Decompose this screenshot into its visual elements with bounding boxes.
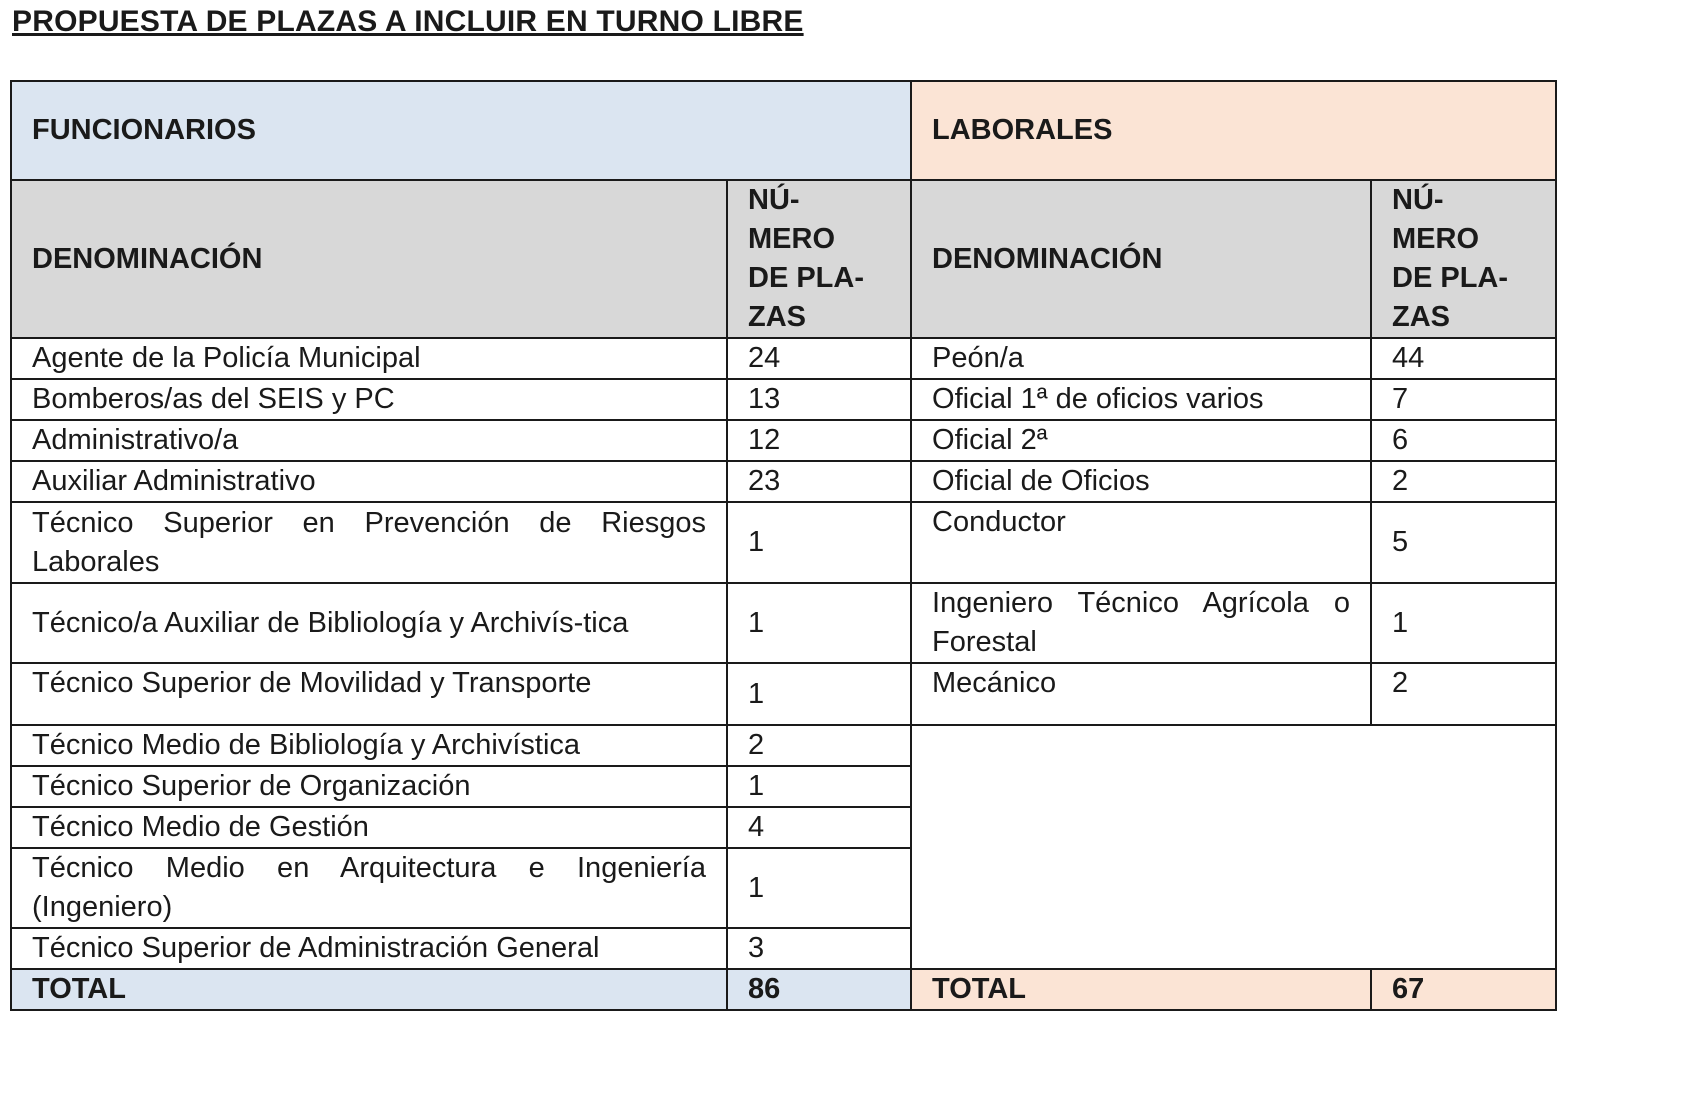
header-line: NÚ- <box>1392 184 1444 216</box>
laboral-denominacion: Oficial 2ª <box>911 420 1371 461</box>
laborales-denominacion-header: DENOMINACIÓN <box>911 180 1371 338</box>
funcionario-denominacion: Técnico Medio de Gestión <box>11 807 727 848</box>
funcionario-denominacion: Técnico Superior de Organización <box>11 766 727 807</box>
table-row <box>11 379 1556 420</box>
table-row <box>11 338 1556 379</box>
document-title: PROPUESTA DE PLAZAS A INCLUIR EN TURNO LIBRE <box>12 5 804 38</box>
funcionario-numero: 13 <box>727 379 911 420</box>
laboral-denominacion: Ingeniero Técnico Agrícola o Forestal <box>911 583 1371 663</box>
funcionarios-heading: FUNCIONARIOS <box>11 81 911 180</box>
funcionario-denominacion: Técnico Superior de Movilidad y Transporte <box>11 663 727 725</box>
funcionario-numero: 1 <box>727 663 911 725</box>
plazas-table <box>10 80 1557 1011</box>
funcionario-numero: 12 <box>727 420 911 461</box>
funcionario-numero: 1 <box>727 583 911 663</box>
laboral-numero: 1 <box>1371 583 1556 663</box>
funcionario-numero: 1 <box>727 766 911 807</box>
header-line: DE PLA- <box>748 262 864 294</box>
header-line: DE PLA- <box>1392 262 1509 294</box>
funcionarios-numero-header <box>727 180 911 338</box>
laboral-numero: 7 <box>1371 379 1556 420</box>
funcionarios-total-value: 86 <box>727 969 911 1010</box>
funcionario-denominacion: Técnico Superior de Administración General <box>11 928 727 969</box>
laboral-numero: 5 <box>1371 502 1556 583</box>
laboral-numero: 2 <box>1371 663 1556 725</box>
header-line: MERO <box>748 223 835 255</box>
laboral-denominacion: Conductor <box>911 502 1371 583</box>
laborales-heading: LABORALES <box>911 81 1556 180</box>
laborales-empty-area <box>911 725 1556 969</box>
header-line: ZAS <box>748 301 806 333</box>
funcionario-numero: 1 <box>727 848 911 928</box>
funcionario-denominacion: Bomberos/as del SEIS y PC <box>11 379 727 420</box>
table-row <box>11 725 1556 766</box>
table-row <box>11 583 1556 663</box>
header-line: MERO <box>1392 223 1480 255</box>
funcionarios-total-label: TOTAL <box>11 969 727 1010</box>
header-line: ZAS <box>1392 301 1451 333</box>
funcionario-denominacion: Administrativo/a <box>11 420 727 461</box>
section-header-row <box>11 81 1556 180</box>
table-row <box>11 663 1556 725</box>
laborales-total-label: TOTAL <box>911 969 1371 1010</box>
laboral-denominacion: Mecánico <box>911 663 1371 725</box>
funcionario-denominacion: Técnico Superior en Prevención de Riesgos Laborales <box>11 502 727 583</box>
laboral-numero: 6 <box>1371 420 1556 461</box>
funcionario-denominacion: Agente de la Policía Municipal <box>11 338 727 379</box>
laborales-total-value: 67 <box>1371 969 1556 1010</box>
funcionario-denominacion: Técnico Medio de Bibliología y Archivística <box>11 725 727 766</box>
funcionario-numero: 2 <box>727 725 911 766</box>
header-line: NÚ- <box>748 184 800 216</box>
table-row <box>11 502 1556 583</box>
table-row <box>11 420 1556 461</box>
funcionario-numero: 1 <box>727 502 911 583</box>
laboral-denominacion: Oficial 1ª de oficios varios <box>911 379 1371 420</box>
funcionario-numero: 23 <box>727 461 911 502</box>
funcionario-denominacion: Auxiliar Administrativo <box>11 461 727 502</box>
funcionario-numero: 4 <box>727 807 911 848</box>
funcionario-numero: 24 <box>727 338 911 379</box>
funcionarios-denominacion-header: DENOMINACIÓN <box>11 180 727 338</box>
column-header-row <box>11 180 1556 338</box>
funcionario-numero: 3 <box>727 928 911 969</box>
laboral-numero: 44 <box>1371 338 1556 379</box>
laboral-numero: 2 <box>1371 461 1556 502</box>
laboral-denominacion: Peón/a <box>911 338 1371 379</box>
laboral-denominacion: Oficial de Oficios <box>911 461 1371 502</box>
table-row <box>11 461 1556 502</box>
laborales-numero-header <box>1371 180 1556 338</box>
funcionario-denominacion: Técnico/a Auxiliar de Bibliología y Archivís-tica <box>11 583 727 663</box>
total-row <box>11 969 1556 1010</box>
funcionario-denominacion: Técnico Medio en Arquitectura e Ingeniería (Ingeniero) <box>11 848 727 928</box>
